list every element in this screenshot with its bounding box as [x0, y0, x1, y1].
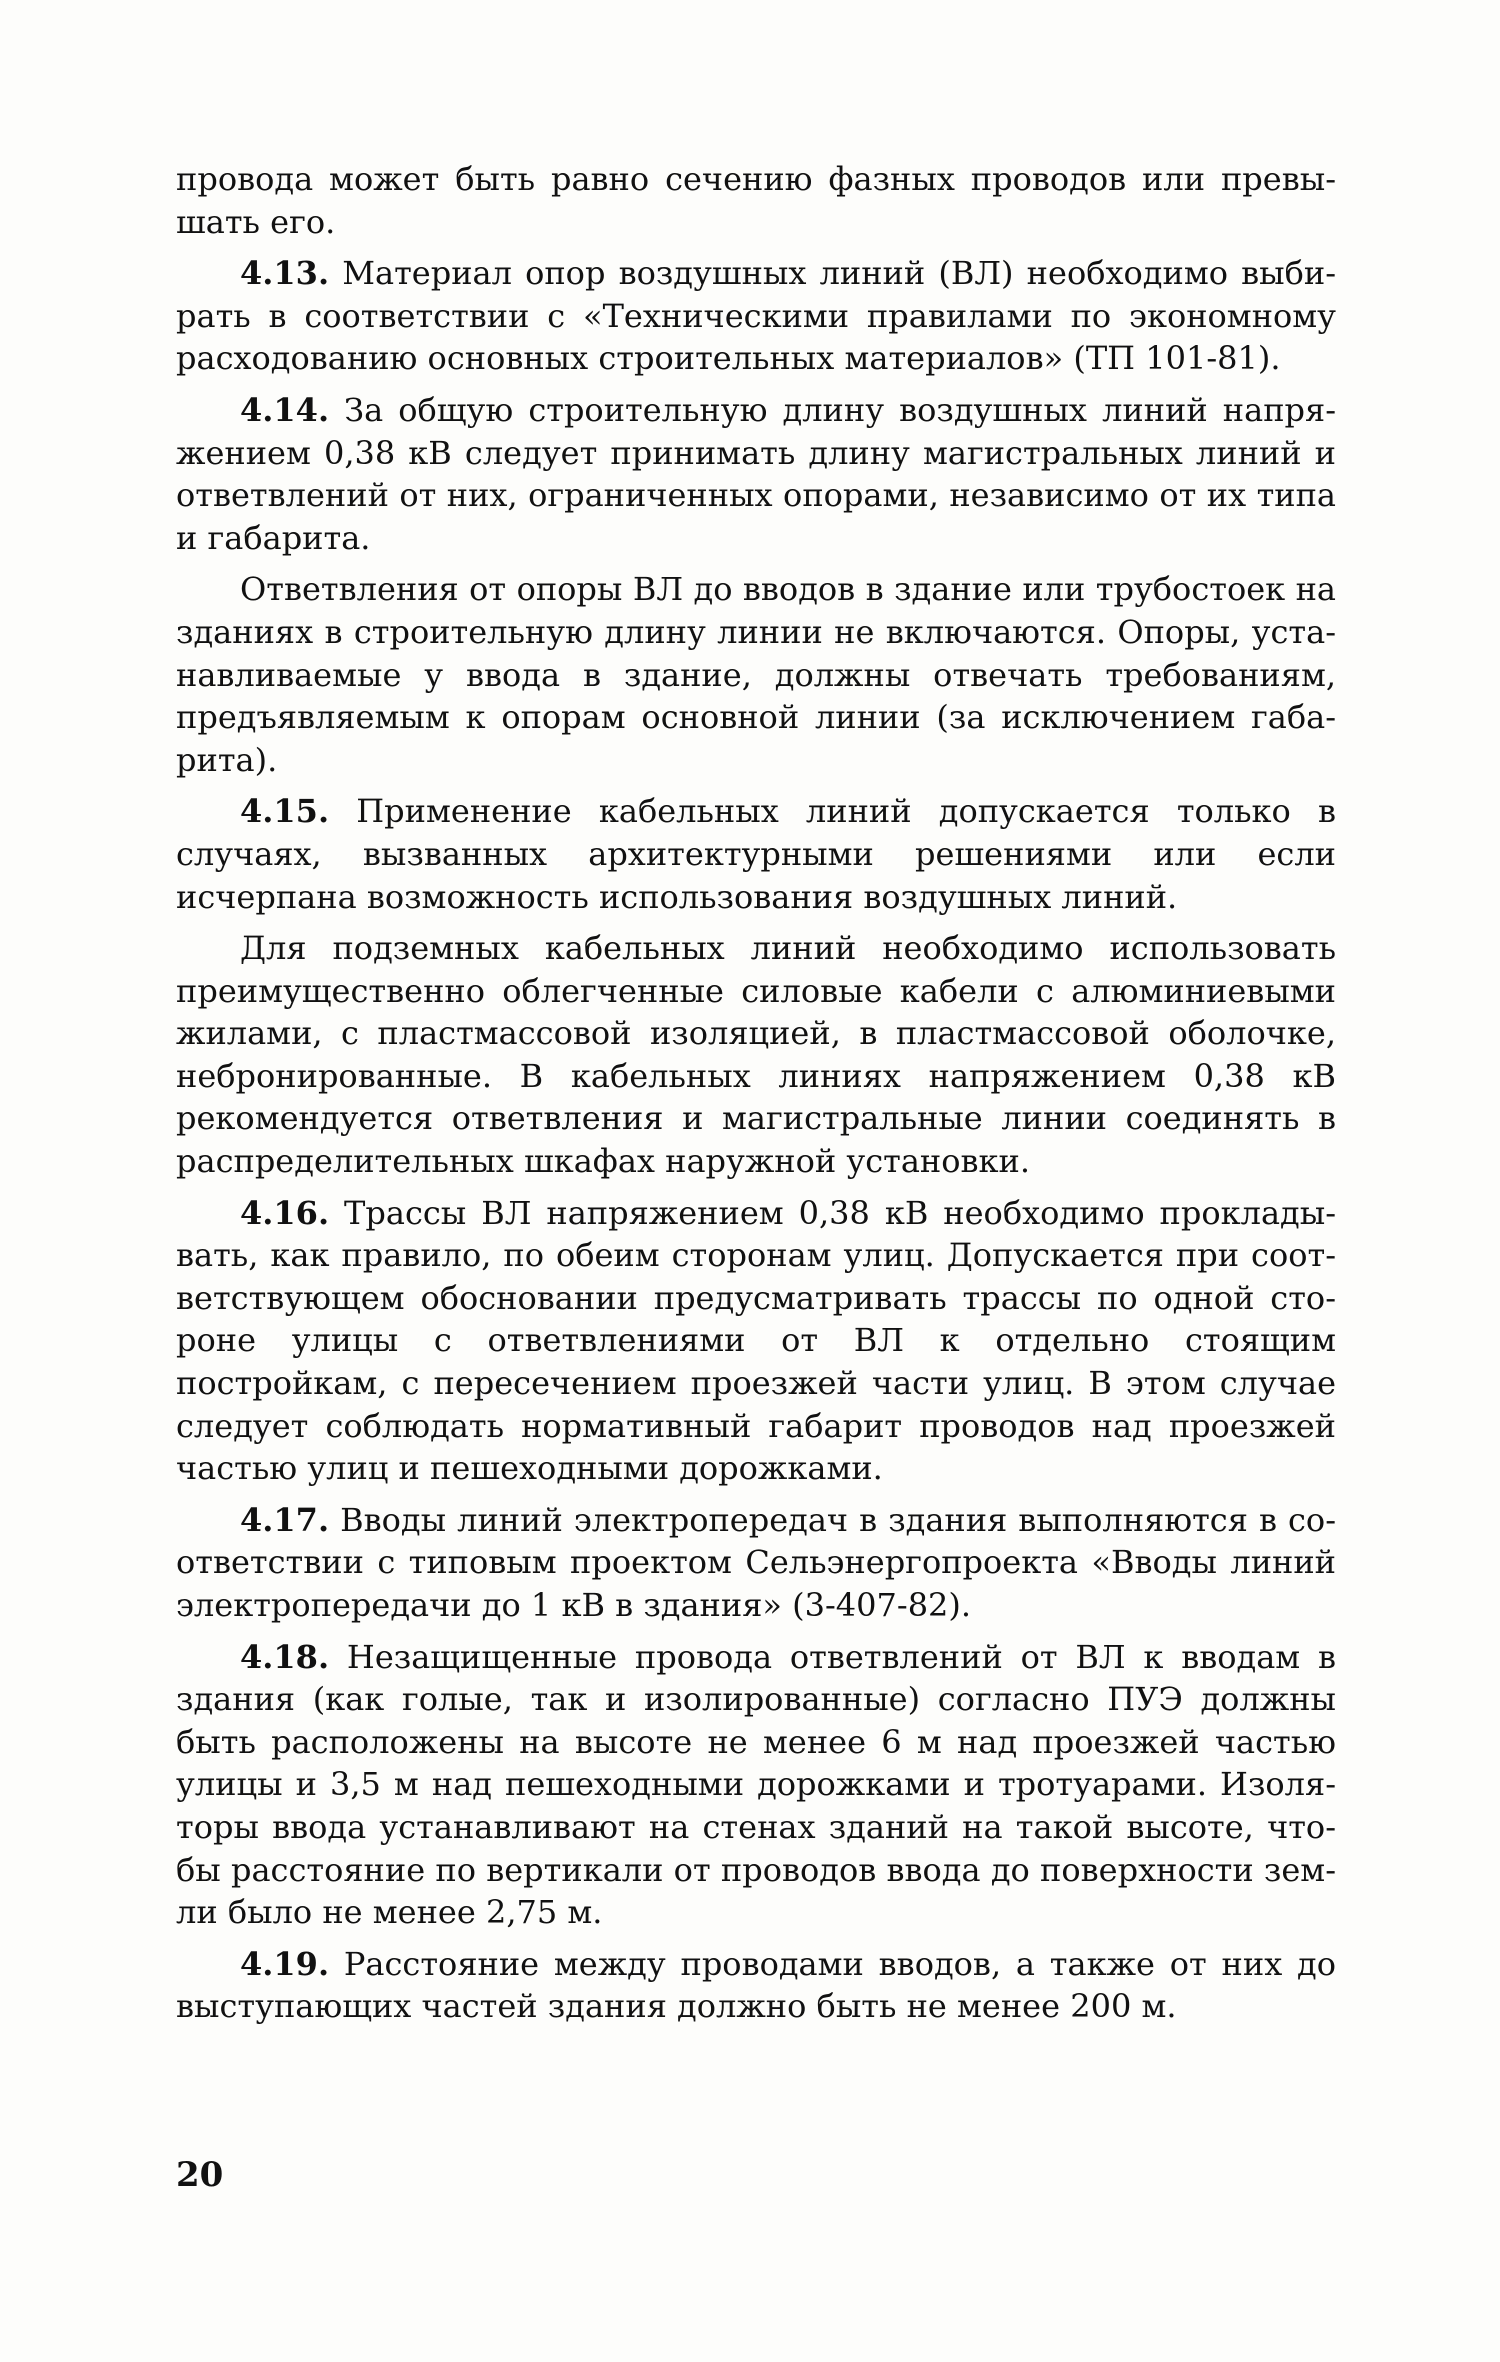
paragraph-text: Трассы ВЛ напряжением 0,38 кВ необходимо прокладывать, как правило, по обеим сторонам улиц. Допускается при соответствующем обосновании предусматривать трассы по одной стороне улицы с ответвлениями от ВЛ к отдельно стоящим постройкам, с пересечением проезжей части улиц. В этом случае следует соблюдать нормативный габарит проводов над проезжей частью улиц и пешеходными дорожками. [176, 1193, 1337, 1488]
paragraph-4-15 [176, 790, 1336, 918]
paragraph-text: провода может быть равно сечению фазных проводов или превышать его. [176, 160, 1336, 241]
paragraph-text: Для подземных кабельных линий необходимо использовать преимущественно облегченные силовые кабели с алюминиевыми жилами, с пластмассовой изоляцией, в пластмассовой оболочке, небронированные. В кабельных линиях напряжением 0,38 кВ рекомендуется ответвления и магистральные линии соединять в распределительных шкафах наружной установки. [176, 929, 1336, 1181]
paragraph-number: 4.14. [240, 390, 330, 429]
page-number: 20 [176, 2155, 224, 2195]
paragraph-number: 4.16. [240, 1193, 330, 1232]
paragraph-4-13 [176, 252, 1336, 380]
paragraph-text: Вводы линий электропередач в здания выполняются в соответствии с типовым проектом Сельэнергопроекта «Вводы линий электропередачи до 1 кВ в здания» (3-407-82). [176, 1500, 1337, 1624]
paragraph-text: Расстояние между проводами вводов, а также от них до выступающих частей здания должно быть не менее 200 м. [176, 1944, 1337, 2026]
paragraph-text: За общую строительную длину воздушных линий напряжением 0,38 кВ следует принимать длину магистральных линий и ответвлений от них, ограниченных опорами, независимо от их типа и габарита. [176, 390, 1337, 557]
paragraph-number: 4.15. [240, 792, 330, 831]
paragraph-branches [176, 568, 1336, 781]
paragraph-text: Незащищенные провода ответвлений от ВЛ к вводам в здания (как голые, так и изолированные) согласно ПУЭ должны быть расположены на высоте не менее 6 м над проезжей частью улицы и 3,5 м над пешеходными дорожками и тротуарами. Изоляторы ввода устанавливают на стенах зданий на такой высоте, чтобы расстояние по вертикали от проводов ввода до поверхности земли было не менее 2,75 м. [176, 1637, 1337, 1932]
paragraph-underground-cables [176, 927, 1336, 1183]
paragraph-4-14 [176, 389, 1336, 559]
paragraph-text: Применение кабельных линий допускается только в случаях, вызванных архитектурными решениями или если исчерпана возможность использования воздушных линий. [176, 792, 1336, 916]
paragraph-number: 4.18. [240, 1637, 330, 1676]
paragraph-4-18 [176, 1636, 1336, 1934]
paragraph-number: 4.17. [240, 1500, 330, 1539]
paragraph-4-16 [176, 1192, 1336, 1490]
paragraph-number: 4.19. [240, 1944, 330, 1983]
document-body [176, 158, 1336, 2037]
paragraph-text: Ответвления от опоры ВЛ до вводов в здание или трубостоек на зданиях в строительную длину линии не включаются. Опоры, устанавливаемые у ввода в здание, должны отвечать требованиям, предъявляемым к опорам основной линии (за исключением габарита). [176, 570, 1336, 779]
paragraph-4-19 [176, 1943, 1336, 2028]
paragraph-4-17 [176, 1499, 1336, 1627]
paragraph-continuation [176, 158, 1336, 243]
paragraph-text: Материал опор воздушных линий (ВЛ) необходимо выбирать в соответствии с «Техническими правилами по экономному расходованию основных строительных материалов» (ТП 101-81). [176, 254, 1337, 378]
paragraph-number: 4.13. [240, 254, 330, 293]
